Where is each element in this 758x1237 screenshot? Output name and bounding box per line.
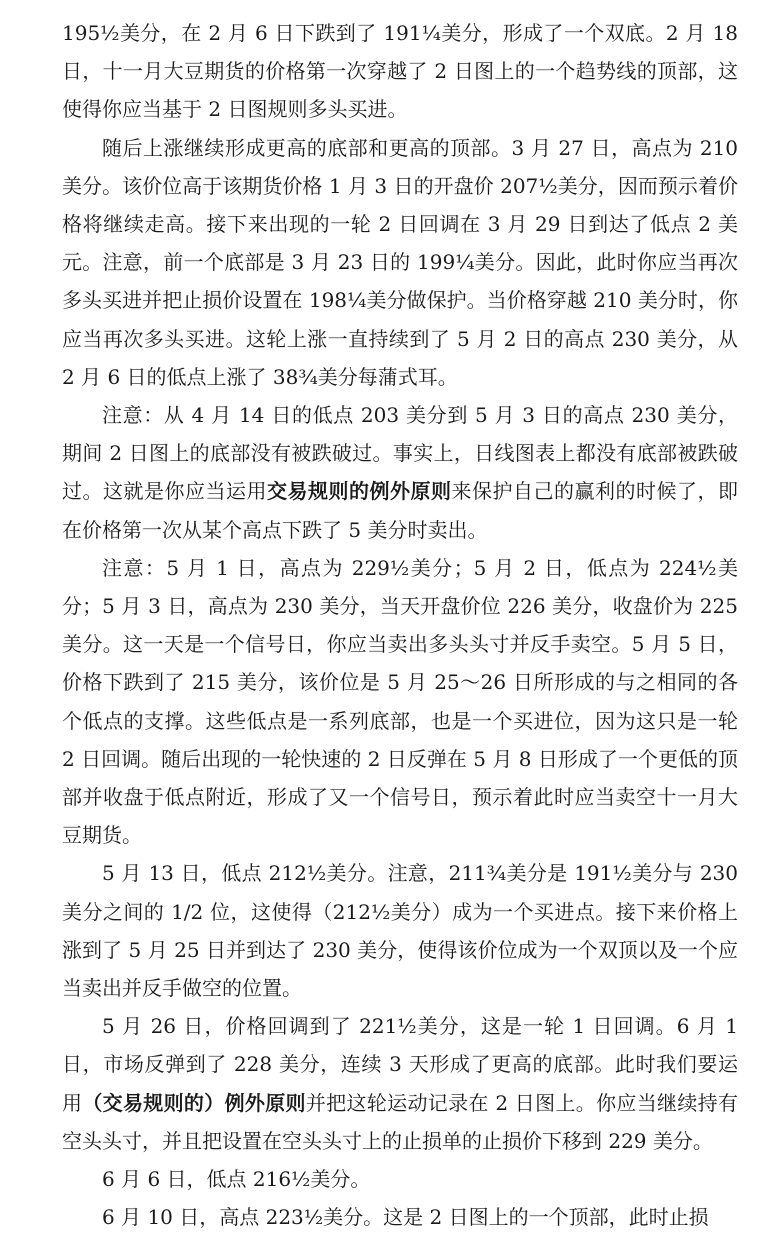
paragraph-text: 注意：从 4 月 14 日的低点 203 美分到 5 月 3 日的高点 230 美分，期间 2 日图上的底部没有被跌破过。事实上，日线图表上都没有底部被跌破过。这就是你应当运用	[62, 403, 738, 504]
paragraph-june-10	[62, 1198, 738, 1236]
paragraph-text: 5 月 13 日，低点 212½美分。注意，211¾美分是 191½美分与 230 美分之间的 1/2 位，这使得（212½美分）成为一个买进点。接下来价格上涨到了 5 月 25 日并到达了 230 美分，使得该价位成为一个双顶以及一个应当卖出并反手做空的位置。	[62, 861, 738, 1001]
document-page	[62, 14, 738, 1237]
paragraph-exception-rule	[62, 396, 738, 549]
paragraph-text: 6 月 6 日，低点 216½美分。	[102, 1167, 371, 1192]
paragraph-may-13	[62, 854, 738, 1007]
paragraph-text: 5 月 26 日，价格回调到了 221½美分，这是一轮 1 日回调。6 月 1 日，市场反弹到了 228 美分，连续 3 天形成了更高的底部。此时我们要运用	[62, 1014, 738, 1115]
paragraph-higher-tops	[62, 129, 738, 396]
paragraph-signal-day	[62, 549, 738, 855]
bold-term: （交易规则的）例外原则	[82, 1090, 306, 1115]
paragraph-may-26	[62, 1007, 738, 1160]
paragraph-double-bottom	[62, 14, 738, 129]
paragraph-text: 195½美分，在 2 月 6 日下跌到了 191¼美分，形成了一个双底。2 月 18 日，十一月大豆期货的价格第一次穿越了 2 日图上的一个趋势线的顶部，这使得你应当基于 2 日图规则多头买进。	[62, 21, 738, 122]
paragraph-text: 来保护自己的赢利的时候了，即在价格第一次从某个高点下跌了 5 美分时卖出。	[62, 479, 738, 542]
bold-term: 交易规则的例外原则	[267, 479, 452, 504]
paragraph-text: 并把这轮运动记录在 2 日图上。你应当继续持有空头头寸，并且把设置在空头头寸上的止损单的止损价下移到 229 美分。	[62, 1090, 738, 1153]
paragraph-text: 注意：5 月 1 日，高点为 229½美分；5 月 2 日，低点为 224½美分；5 月 3 日，高点为 230 美分，当天开盘价位 226 美分，收盘价为 225 美分。这一天是一个信号日，你应当卖出多头头寸并反手卖空。5 月 5 日，价格下跌到了 215 美分，该价位是 5 月 25～26 日所形成的与之相同的各个低点的支撑。这些低点是一系列底部，也是一个买进位，因为这只是一轮 2 日回调。随后出现的一轮快速的 2 日反弹在 5 月 8 日形成了一个更低的顶部并收盘于低点附近，形成了又一个信号日，预示着此时应当卖空十一月大豆期货。	[62, 555, 738, 848]
paragraph-text: 6 月 10 日，高点 223½美分。这是 2 日图上的一个顶部，此时止损	[102, 1205, 709, 1230]
paragraph-text: 随后上涨继续形成更高的底部和更高的顶部。3 月 27 日，高点为 210 美分。该价位高于该期货价格 1 月 3 日的开盘价 207½美分，因而预示着价格将继续走高。接下来出现的一轮 2 日回调在 3 月 29 日到达了低点 2 美元。注意，前一个底部是 3 月 23 日的 199¼美分。因此，此时你应当再次多头买进并把止损价设置在 198¼美分做保护。当价格穿越 210 美分时，你应当再次多头买进。这轮上涨一直持续到了 5 月 2 日的高点 230 美分，从 2 月 6 日的低点上涨了 38¾美分每蒲式耳。	[62, 135, 738, 389]
